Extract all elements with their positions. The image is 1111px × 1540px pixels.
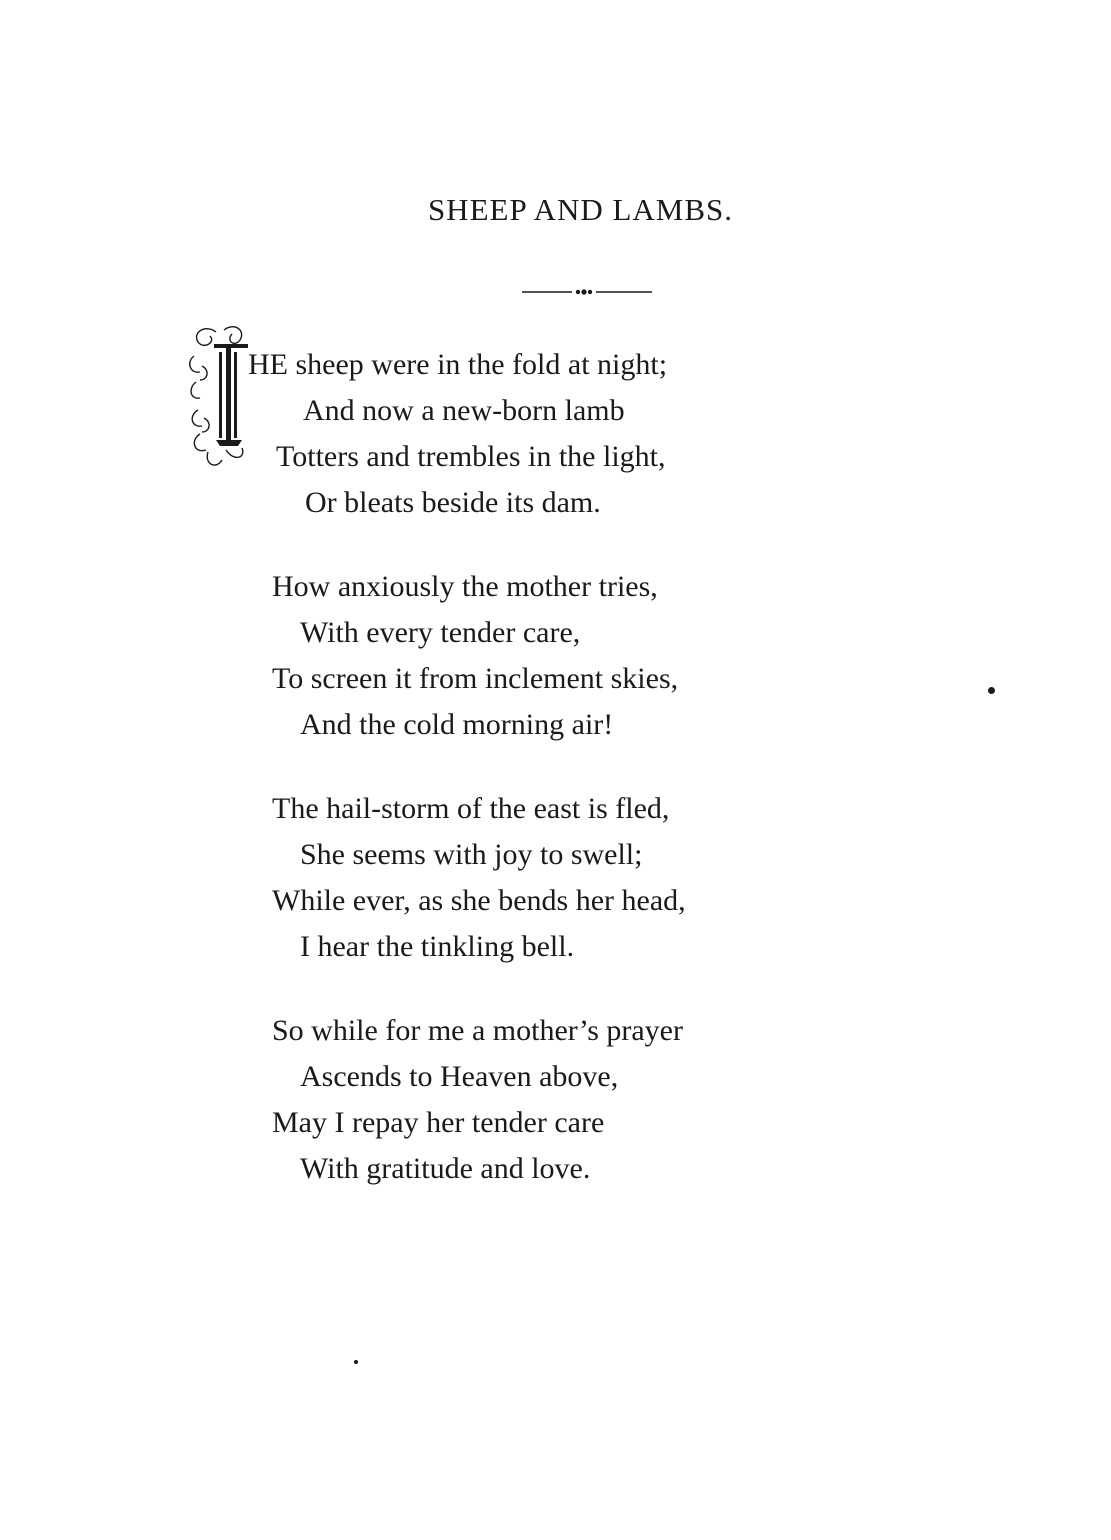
poem-line: HE sheep were in the fold at night; <box>248 348 668 381</box>
poem-line: May I repay her tender care <box>272 1106 605 1139</box>
ink-speck <box>354 1360 358 1364</box>
poem-line: Ascends to Heaven above, <box>300 1060 619 1093</box>
poem-line: She seems with joy to swell; <box>300 838 643 871</box>
ornament-divider <box>522 286 652 298</box>
poem-line: With gratitude and love. <box>300 1152 591 1185</box>
poem-line: So while for me a mother’s prayer <box>272 1014 683 1047</box>
drop-cap-ornament <box>186 322 254 472</box>
poem-line: Or bleats beside its dam. <box>305 486 601 519</box>
poem-line: To screen it from inclement skies, <box>272 662 679 695</box>
poem-line: Totters and trembles in the light, <box>276 440 666 473</box>
ink-speck <box>988 687 995 694</box>
poem-line: While ever, as she bends her head, <box>272 884 686 917</box>
poem-line: And now a new-born lamb <box>303 394 625 427</box>
poem-line: I hear the tinkling bell. <box>300 930 575 963</box>
poem-line: How anxiously the mother tries, <box>272 570 658 603</box>
poem-line: The hail-storm of the east is fled, <box>272 792 670 825</box>
poem-line: With every tender care, <box>300 616 581 649</box>
poem-line: And the cold morning air! <box>300 708 614 741</box>
poem-title: SHEEP AND LAMBS. <box>427 192 734 227</box>
